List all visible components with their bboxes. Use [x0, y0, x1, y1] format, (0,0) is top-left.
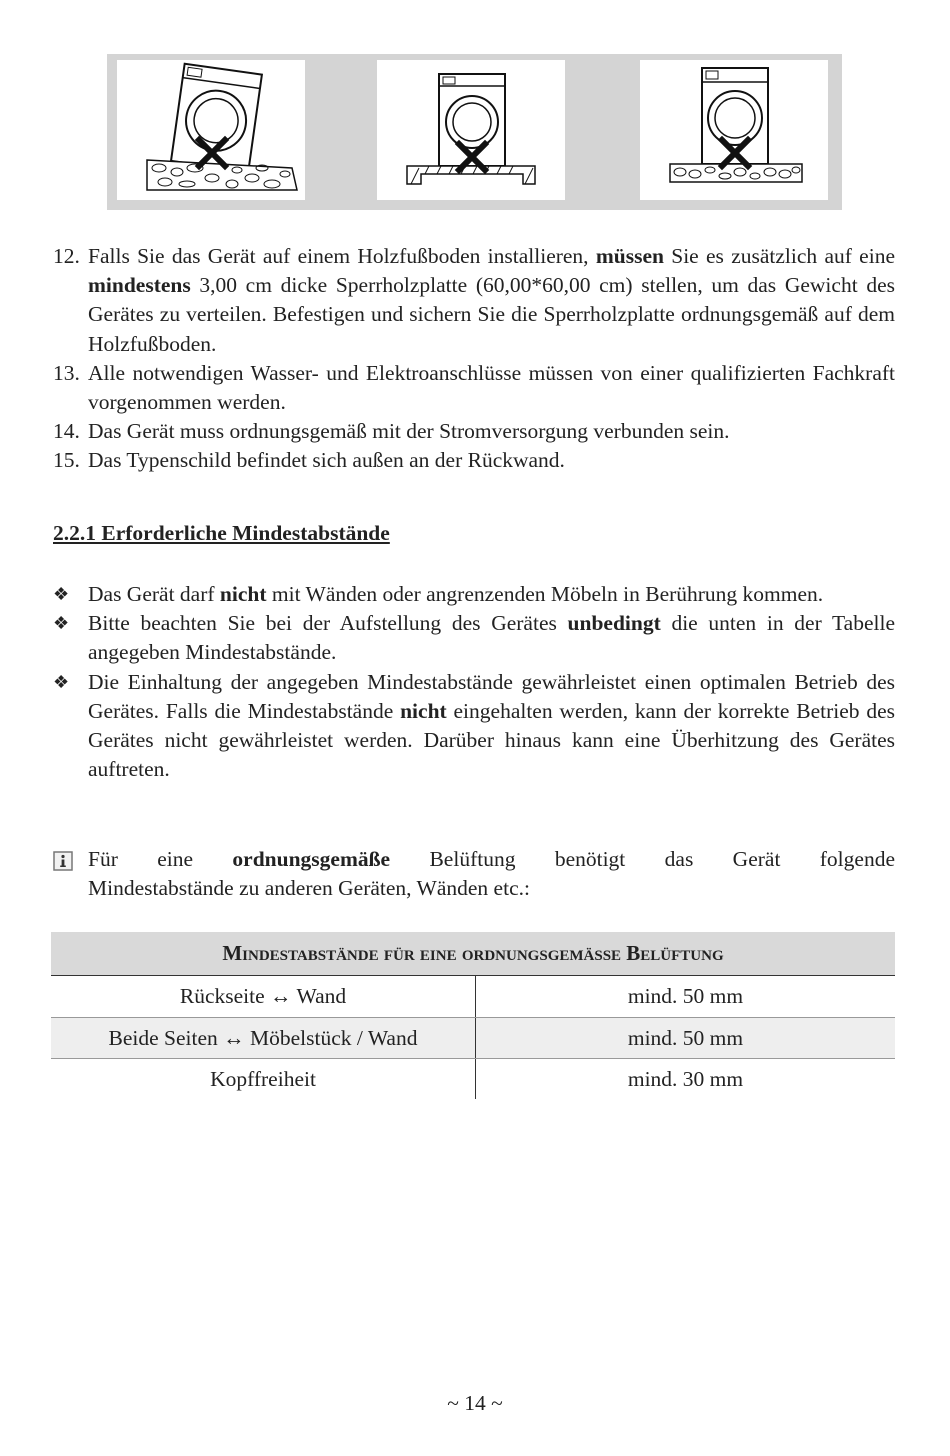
info-icon	[53, 845, 88, 903]
list-item-12	[53, 242, 895, 359]
table-cell-label: Kopffreiheit	[51, 1059, 476, 1100]
bullet-text: Die Einhaltung der angegeben Mindestabstände gewährleistet einen optimalen Betrieb des Gerätes. Falls die Mindestabstände nicht eingehalten werden, kann der korrekte Betrieb des Gerätes nicht gewährleistet werden. Darüber hinaus kann eine Überhitzung des Gerätes auftreten.	[88, 669, 895, 782]
installation-figures	[107, 54, 842, 210]
info-note	[53, 845, 895, 903]
figure-on-raised-platform	[377, 60, 565, 200]
table-row	[51, 976, 895, 1018]
info-note-text	[88, 845, 895, 903]
washer-on-uneven-ground-illustration	[640, 60, 828, 200]
table-cell-value: mind. 50 mm	[476, 976, 896, 1018]
table-cell-label: Rückseite ↔ Wand	[51, 976, 476, 1018]
clearance-table	[51, 932, 895, 1099]
diamond-bullet-icon: ❖	[53, 613, 70, 634]
table-cell-value: mind. 50 mm	[476, 1018, 896, 1059]
diamond-bullet-icon: ❖	[53, 671, 70, 692]
table-cell-value: mind. 30 mm	[627, 1066, 744, 1091]
washer-tilted-illustration	[117, 60, 305, 200]
bullet-item	[53, 609, 895, 667]
installation-instructions-list	[53, 242, 895, 476]
list-item-text: Das Typenschild befindet sich außen an der Rückwand.	[88, 448, 565, 473]
table-cell-label: Beide Seiten ↔ Möbelstück / Wand	[51, 1018, 476, 1059]
list-item-14	[53, 417, 895, 446]
washer-on-platform-illustration	[377, 60, 565, 200]
table-header: Mindestabstände für eine ordnungsgemäße Belüftung	[51, 932, 895, 976]
table-row	[51, 1059, 895, 1100]
list-item-13	[53, 359, 895, 417]
bullet-text: Das Gerät darf nicht mit Wänden oder angrenzenden Möbeln in Berührung kommen.	[88, 582, 824, 606]
section-heading: 2.2.1 Erforderliche Mindestabstände	[53, 521, 390, 545]
bullet-text: Bitte beachten Sie bei der Aufstellung des Gerätes unbedingt die unten in der Tabelle angegeben Mindestabstände.	[88, 611, 895, 665]
table-header-row	[51, 932, 895, 976]
list-number: 14.	[53, 419, 80, 444]
bullet-item	[53, 580, 895, 609]
diamond-bullet-icon: ❖	[53, 584, 70, 604]
list-number: 15.	[53, 448, 80, 473]
info-note-line2: Mindestabstände zu anderen Geräten, Wänden etc.:	[88, 876, 530, 901]
page-number: ~ 14 ~	[447, 1391, 503, 1415]
clearance-bullet-list	[53, 580, 895, 784]
figure-tilted-on-rough-floor	[117, 60, 305, 200]
list-item-text: Alle notwendigen Wasser- und Elektroanschlüsse müssen von einer qualifizierten Fachkraft vorgenommen werden.	[88, 360, 895, 415]
figure-on-uneven-ground	[640, 60, 828, 200]
list-item-text: Falls Sie das Gerät auf einem Holzfußboden installieren, müssen Sie es zusätzlich auf eine mindestens 3,00 cm dicke Sperrholzplatte (60,00*60,00 cm) stellen, um das Gewicht des Gerätes zu verteilen. Befestigen und sichern Sie die Sperrholzplatte ordnungsgemäß auf dem Holzfußboden.	[88, 244, 895, 356]
bullet-item	[53, 668, 895, 785]
list-item-text: Das Gerät muss ordnungsgemäß mit der Stromversorgung verbunden sein.	[88, 419, 730, 444]
list-number: 12.	[53, 244, 80, 268]
info-note-line1: Für eine ordnungsgemäße Belüftung benötigt das Gerät folgende	[88, 847, 895, 871]
table-row	[51, 1018, 895, 1059]
list-number: 13.	[53, 360, 80, 385]
list-item-15	[53, 446, 895, 475]
